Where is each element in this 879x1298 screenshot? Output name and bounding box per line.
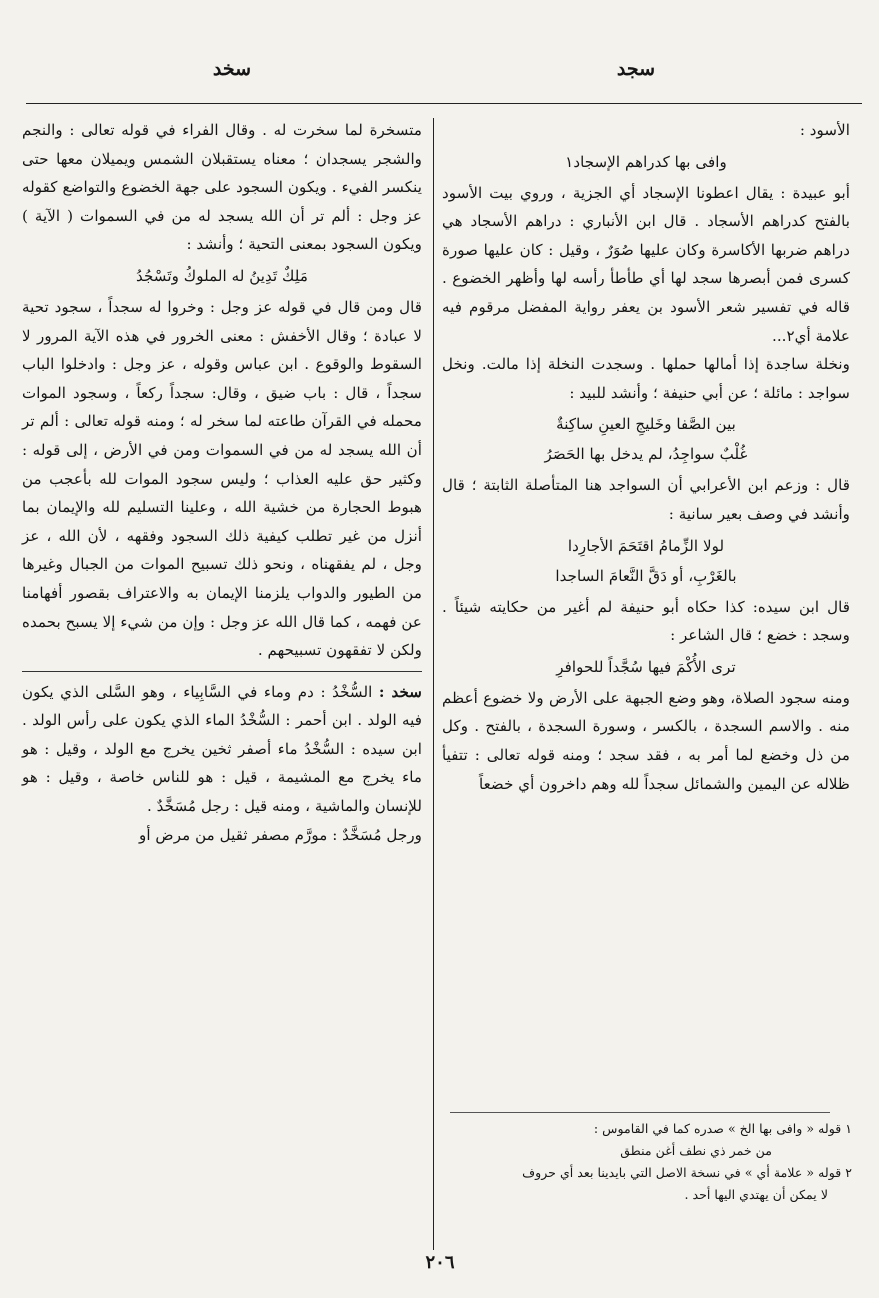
paragraph-ibn-sida: قال ابن سيده: كذا حكاه أبو حنيفة لم أغير من حكايته شيئاً . وسجد : خضع ؛ قال الشاعر : — [442, 597, 850, 645]
paragraph-asjad: أبو عبيدة : يقال اعطونا الإسجاد أي الجزية ، وروي بيت الأسود بالفتح كدراهم الأسجاد . قال ابن الأنباري : دراهم الأسجاد هي دراهم ضربها الأكاسرة وكان عليها صُوَرٌ ، وقيل : كان عليها صورة كسرى فمن أبصرها سجد لها أي طأطأ رأسه لها وأظهر الخضوع . قاله في تفسير شعر الأسود بن يعفر رواية المفضل مرقوم فيه علامة أي٢... — [442, 183, 850, 345]
footnote-2-cont: لا يمكن أن يهتدي اليها أحد . — [684, 1187, 828, 1202]
verse-malik — [22, 261, 422, 291]
verse-ukm — [442, 652, 850, 682]
verse-line: بالغَرْبِ، أو دَقَّ النَّعامَ الساجدا — [555, 566, 737, 585]
entry-headword: سخد : — [378, 682, 423, 701]
entry-text: السُّخْدُ : دم وماء في السَّابِياء ، وهو السَّلى الذي يكون فيه الولد . ابن أحمر : السُّخْدُ الماء الذي يكون على رأس الولد . ابن سيده : السُّخْدُ ماء أصفر ثخين يخرج مع الولد ، وقيل : هو ماء يخرج مع المشيمة ، قيل : هو للناس خاصة ، وقيل : هو للإنسان والماشية ، ومنه قيل : رجل مُسَخَّدٌ . — [22, 682, 422, 816]
verse-line: ترى الأُكْمَ فيها سُجَّداً للحوافرِ — [556, 657, 736, 676]
paragraph-musakhkhad: ورجل مُسَخَّدٌ : مورَّم مصفر ثقيل من مرض أو — [139, 825, 422, 844]
paragraph-sujud-salat: ومنه سجود الصلاة، وهو وضع الجبهة على الأرض ولا خضوع أعظم منه . والاسم السجدة ، بالكسر ، وسورة السجدة ، بالفتح . وكل من ذل وخضع لما أمر به ، فقد سجد ؛ ومنه قوله تعالى : تتفيأ ظلاله عن اليمين والشمائل سجداً لله وهم داخرون أي خضعاً — [442, 688, 850, 793]
header-rule — [26, 103, 862, 104]
header-word-right: سجد — [616, 58, 656, 80]
footnote-rule — [450, 1112, 830, 1113]
right-column — [442, 116, 850, 798]
column-divider — [433, 118, 434, 1250]
verse-zimam — [442, 531, 850, 591]
page-number: ٢٠٦ — [425, 1252, 455, 1273]
verse-line: مَلِكٌ تَدِينُ له الملوكُ وتَسْجُدُ — [136, 266, 308, 285]
paragraph-ibn-arabi: قال : وزعم ابن الأعرابي أن السواجد هنا المتأصلة الثابتة ؛ قال وأنشد في وصف بعير سانية : — [442, 476, 850, 523]
verse-line: لولا الزِّمامُ اقتَحَمَ الأجارِدا — [567, 536, 725, 555]
header-word-left: سخد — [212, 58, 252, 80]
footnote-1-verse: من خمر ذي نطف أغن منطق — [620, 1143, 772, 1158]
paragraph-farra: متسخرة لما سخرت له . وقال الفراء في قوله تعالى : والنجم والشجر يسجدان ؛ معناه يستقبلان الشمس ويميلان معها حتى ينكسر الفيء . ويكون السجود على جهة الخضوع والتواضع كقوله عز وجل : ألم تر أن الله يسجد له من في السموات ( الآية ) ويكون السجود بمعنى التحية ؛ وأنشد : — [22, 121, 422, 254]
footnotes — [440, 1118, 852, 1206]
footnote-1: ١ قوله « وافى بها الخ » صدره كما في القاموس : — [593, 1121, 852, 1136]
verse-line: وافى بها كدراهم الإسجاد١ — [565, 152, 727, 171]
verse-1 — [442, 147, 850, 177]
paragraph-sujud-tahiyya: قال ومن قال في قوله عز وجل : وخروا له سجداً ، سجود تحية لا عبادة ؛ وقال الأخفش : معنى الخرور في هذه الآية المرور لا السقوط والوقوع . ابن عباس وقوله ، عز وجل : وادخلوا الباب سجداً ، قال : باب ضيق ، وقال: سجداً ركعاً ، وسجود الموات محمله في القرآن طاعته لما سخر له ؛ ومنه قوله تعالى : ألم تر أن الله يسجد له من في السموات ومن في الأرض ، إلى قوله : وكثير حق عليه العذاب ؛ وليس سجود الموات لله بأعجب من هبوط الحجارة من خشية الله ، وعلينا التسليم لله والإيمان بما أنزل من غير تطلب كيفية ذلك السجود وفقهه ، لأن الله ، عز وجل ، لم يفقهناه ، ونحو ذلك تسبيح الموات من الجبال وغيرها من الطيور والدواب يلزمنا الإيمان به والاعتراف بقصور أفهامنا عن فهمه ، كما قال الله عز وجل : وإن من شيء إلا يسبح بحمده ولكن لا تفقهون تسبيحهم . — [22, 297, 422, 660]
left-column — [22, 116, 422, 849]
verse-line: بين الصَّفا وخَليجِ العينِ ساكِنةٌ — [556, 415, 736, 434]
paragraph-nakhla: ونخلة ساجدة إذا أمالها حملها . وسجدت النخلة إذا مالت. ونخل سواجد : مائلة ؛ عن أبي حنيفة ؛ وأنشد للبيد : — [442, 355, 850, 402]
verse-line: غُلْبٌ سواجِدُ، لم يدخل بها الحَصَرُ — [544, 445, 748, 464]
entry-sakhad — [22, 678, 422, 821]
entry-separator — [22, 671, 422, 672]
right-intro: الأسود : — [799, 121, 850, 139]
verse-labid — [442, 409, 850, 469]
footnote-2: ٢ قوله « علامة أي » في نسخة الاصل التي بايدينا بعد أي حروف — [522, 1165, 852, 1180]
